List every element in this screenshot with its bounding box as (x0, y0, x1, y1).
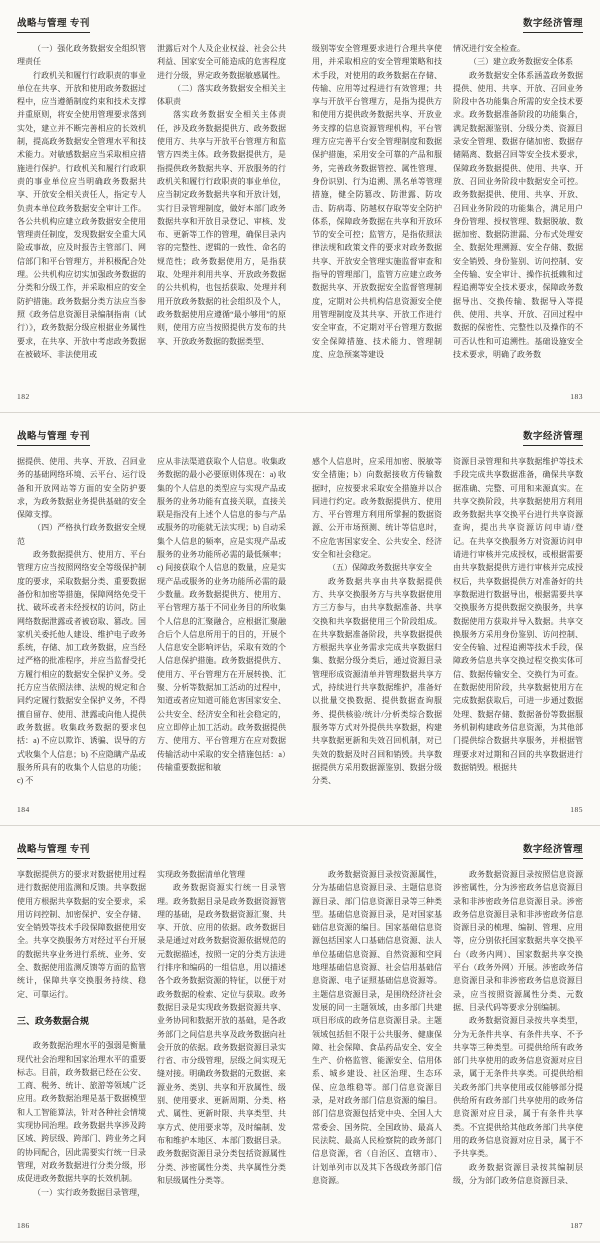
section-heading: 三、政务数据合规 (17, 1015, 90, 1026)
page-number: 182 (17, 392, 30, 401)
paragraph: 感个人信息时，应采用加密、脱敏等安全措施；b）向数据接收方传输数据时，应按要求采取安全措施并以合同进行约定。政务数据提供方、使用方、平台管理方利用所掌握的数据资源、公开市场预测、统计等信息时，不应危害国家安全、公共安全、经济安全和社会稳定。 (312, 457, 442, 560)
paragraph: （五）保障政务数据共享安全 (328, 563, 432, 573)
journal-spread-184-185 (0, 413, 600, 826)
paragraph: 资源目录管理和共享数据维护等技术手段完成共享数据准备，确保共享数据准确、完整、可用和来源真实。在共享交换阶段，共享数据使用方利用政务数据共享交换平台进行共享资源查询，提出共享资源访问申请/登记。在共享交换服务方对资源访问申请进行审核并完成授权，或根据需要由共享数据提供方进行审核并完成授权后，共享数据提供方对准备好的共享数据进行数据导出，根据需要共享交换服务方提供数据交换服务，共享数据使用方获取并导入数据。共享交换服务方采用身份鉴别、访问控制、安全传输、过程追溯等技术手段，保障政务信息共享交换过程交换实体可信、数据传输安全、交换行为可查。在数据使用阶段，共享数据使用方在完成数据获取后，可进一步通过数据处理、数据存储、数据备份等数据服务机制构建政务信息资源，为其他部门提供综合数据共享服务，并根据管理要求对过期和召回的共享数据进行数据销毁。根据共 (453, 457, 583, 772)
page-header (17, 16, 286, 31)
paragraph: 政务数据共享由共享数据提供方、共享交换服务方与共享数据使用方三方参与，由共享数据准备、共享交换和共享数据使用三个阶段组成。在共享数据准备阶段，共享数据提供方根据共享业务需求完成共享数据归集、数据分级分类后，通过资源目录管理形成资源清单并管理数据共享方式，持续进行共享数据维护，准备好以批量交换数据、提供数据查询服务、提供核验/统计/分析类综合数据服务等方式对外提供共享数据，构建共享数据更新和失效召回机制，对已失效的数据及时召回和销毁。共享数据提供方采用数据源鉴别、数据分级分类、 (312, 576, 442, 786)
text-column (312, 868, 442, 1216)
paragraph: 据提供、使用、共享、开放、召回业务的基础网络环境、云平台、运行设备和开放网站等方面的安全防护要求，为政务数据业务提供基础的安全保障支撑。 (17, 457, 146, 520)
paragraph: （二）落实政务数据安全相关主体职责 (157, 83, 286, 107)
paragraph: 政务数据资源目录按资源属性，分为基础信息资源目录、主题信息资源目录、部门信息资源目录等三种类型。基础信息资源目录，是对国家基础信息资源的编目。国家基础信息资源包括国家人口基础信息资源、法人单位基础信息资源、自然资源和空间地理基础信息资源、社会信用基础信息资源、电子证照基础信息资源等。主题信息资源目录，是围绕经济社会发展的同一主题领域，由多部门共建项目形成的政务信息资源目录。主题领域包括但不限于公共服务、健康保障、社会保障、食品药品安全、安全生产、价格监管、能源安全、信用体系、城乡建设、社区治理、生态环保、应急维稳等。部门信息资源目录，是对政务部门信息资源的编目。部门信息资源包括党中央、全国人大常委会、国务院、全国政协、最高人民法院、最高人民检察院的政务部门信息资源，省（自治区、直辖市）、计划单列市以及其下各级政务部门信息资源。 (312, 870, 442, 1185)
page-header (312, 429, 583, 444)
paragraph: 政务数据资源目录按照信息资源涉密属性，分为涉密政务信息资源目录和非涉密政务信息资源目录。涉密政务信息资源目录和非涉密政务信息资源目录的梳理、编制、管理、应用等，应分别依托国家数据共享交换平台（政务内网）、国家数据共享交换平台（政务外网）开展。涉密政务信息资源目录和非涉密政务信息资源目录，应当按照资源属性分类、元数据、目录代码等要求分别编制。 (453, 870, 583, 1012)
running-head-left: 战略与管理 专刊 (17, 844, 90, 859)
paragraph: 政务数据提供方、使用方、平台管理方应当按照网络安全等级保护制度的要求，采取数据分类、重要数据备份和加密等措施，保障网络免受干扰、破坏或者未经授权的访问，防止网络数据泄露或者被窃取、篡改。国家机关委托他人建设、维护电子政务系统，存储、加工政务数据，应当经过严格的批准程序，并应当监督受托方履行相应的数据安全保护义务。受托方应当依照法律、法规的规定和合同约定履行数据安全保护义务，不得擅自留存、使用、泄露或向他人提供政务数据。收集政务数据的要求包括：a) 不应以欺诈、诱骗、误导的方式收集个人信息；b) 不应隐瞒产品或服务所具有的收集个人信息的功能；c) 不 (17, 550, 146, 786)
paragraph: 政务数据资源实行统一目录管理。政务数据目录是政务数据资源管理的基础，是政务数据资源汇聚、共享、开放、应用的依据。政务数据目录是通过对政务数据资源依据规范的元数据描述，按照一定的分类方法进行排序和编码的一组信息，用以描述各个政务数据资源的特征，以便于对政务数据的检索、定位与获取。政务数据目录是实现政务数据资源共享、业务协同和数据开放的基础，是各政务部门之间信息共享及政务数据向社会开放的依据。政务数据资源目录实行省、市分级管理，层级之间实现无缝对接。明确政务数据的元数据、来源业务、类别、共享和开放属性、级别、使用要求、更新周期、分类、格式、属性、更新时限、共享类型、共享方式、使用要求等，及时编制、发布和维护本地区、本部门数据目录。政务数据资源目录分类包括资源属性分类、涉密属性分类、共享属性分类和层级属性分类等。 (157, 883, 286, 1185)
journal-spread-186-187 (0, 826, 600, 1241)
journal-spread-182-183 (0, 0, 600, 413)
paragraph: 落实政务数据安全相关主体责任，涉及政务数据提供方、政务数据使用方、共享与开放平台管理方和监管方四类主体。政务数据提供方，是指提供政务数据共享、开放服务的行政机关和履行行政职责的事业单位，应当制定政务数据共享和开放计划，实行目录管理制度，做好本部门政务数据共享和开放目录登记、审核、发布、更新等工作的管理，确保目录内容的完整性、逻辑的一致性、命名的规范性；政务数据使用方，是指获取、处理并利用共享、开放政务数据的公共机构，也包括获取、处理并利用开放政务数据的社会组织及个人，政务数据使用应遵循“最小够用”的原则，使用方应当按照提供方发布的共享、开放政务数据的数据类型、 (157, 110, 286, 346)
text-column (157, 868, 286, 1216)
paragraph: 实现政务数据清单化管理 (157, 870, 245, 879)
running-head-right: 数字经济管理 (523, 431, 583, 446)
page-number: 184 (17, 805, 30, 814)
text-column (17, 868, 146, 1216)
page-footer (312, 1216, 583, 1235)
text-columns (312, 868, 583, 1216)
paragraph: 享数据提供方的要求对数据使用过程进行数据使用监测和反馈。共享数据使用方根据共享数据的安全要求，采用访问控制、加密保护、安全存储、安全销毁等技术手段保障数据使用安全。共享交换服务方对经过平台开展的数据共享业务进行系统、业务、安全、数据使用监测反馈等方面的监管统计，保障共享交换服务持续、稳定、可靠运行。 (17, 870, 146, 999)
page-number: 187 (570, 1221, 583, 1230)
journal-page-183 (300, 0, 600, 412)
page-header (312, 842, 583, 857)
paragraph: 政务数据治理水平的强弱是衡量现代社会治理和国家治理水平的重要标志。目前，政务数据已经在公安、工商、税务、统计、旅游等领域广泛应用。政务数据治理是基于数据模型和人工智能算法，针对各种社会情境实现协同治理。政务数据共享涉及跨区域、跨层级、跨部门、跨业务之间的协同配合，因此需要实行统一目录管理，对政务数据进行分类分级，形成促进政务数据共享的长效机制。 (17, 1041, 146, 1184)
text-column (312, 42, 442, 387)
text-column (312, 455, 442, 800)
text-columns (17, 455, 286, 800)
journal-page-187 (300, 826, 600, 1241)
running-head-right: 数字经济管理 (523, 844, 583, 859)
running-head-left: 战略与管理 专刊 (17, 18, 90, 33)
page-footer (17, 800, 286, 819)
text-column (453, 868, 583, 1216)
paragraph: （四）严格执行政务数据安全规范 (17, 523, 146, 546)
paragraph: （一）强化政务数据安全组织管理责任 (17, 44, 146, 67)
text-column (157, 42, 286, 387)
text-columns (312, 42, 583, 387)
text-columns (312, 455, 583, 800)
journal-page-185 (300, 413, 600, 825)
text-column (17, 42, 146, 387)
text-columns (17, 42, 286, 387)
paragraph: 政务数据安全体系涵盖政务数据提供、使用、共享、开放、召回业务阶段中各功能集合所需的安全技术要求。政务数据准备阶段的功能集合，满足数据源鉴别、分级分类、资源目录安全管理、数据存储加密、数据存储隔离、数据召回等安全技术要求，保障政务数据提供、使用、共享、开放、召回业务阶段中数据安全可控。政务数据提供、使用、共享、开放、召回业务阶段的功能集合，满足用户身份管理、授权管理、数据脱敏、数据加密、数据防泄漏、分布式处理安全、数据处理溯源、安全存储、数据安全销毁、身份鉴别、访问控制、安全传输、安全审计、操作抗抵赖和过程追溯等安全技术要求，保障政务数据导出、交换传输、数据导入等提供、使用、共享、开放、召回过程中数据的保密性、完整性以及操作的不可否认性和可追溯性。基础设施安全技术要求，明确了政务数 (453, 70, 583, 359)
running-head-left: 战略与管理 专刊 (17, 431, 90, 446)
text-column (157, 455, 286, 800)
journal-page-182 (0, 0, 300, 412)
journal-page-184 (0, 413, 300, 825)
text-columns (17, 868, 286, 1216)
page-number: 186 (17, 1221, 30, 1230)
text-column (453, 455, 583, 800)
text-column (453, 42, 583, 387)
page-footer (312, 800, 583, 819)
page-number: 185 (570, 805, 583, 814)
page-footer (312, 387, 583, 406)
text-column (17, 455, 146, 800)
paragraph: 情况进行安全检查。 (453, 44, 525, 53)
journal-page-186 (0, 826, 300, 1241)
paragraph: 应从非法渠道获取个人信息。收集政务数据的最小必要原则体现在：a) 收集的个人信息的类型应与实现产品或服务的业务功能有直接关联，直接关联是指没有上述个人信息的参与产品或服务的功能就无法实现；b) 自动采集个人信息的频率，应是实现产品或服务的业务功能所必需的最低频率；c) 间接获取个人信息的数量，应是实现产品或服务的业务功能所必需的最少数量。政务数据提供方、使用方、平台管理方基于不同业务目的所收集个人信息的汇聚融合，应根据汇聚融合后个人信息所用于的目的，开展个人信息安全影响评估，采取有效的个人信息保护措施。政务数据提供方、使用方、平台管理方在开展转换、汇聚、分析等数据加工活动的过程中，知道或者应知道可能危害国家安全、公共安全、经济安全和社会稳定的，应立即停止加工活动。政务数据提供方、使用方、平台管理方在应对数据传输活动中采取的安全措施包括：a）传输重要数据和敏 (157, 457, 286, 772)
paragraph: 泄露后对个人及企业权益、社会公共利益、国家安全可能造成的危害程度进行分级，界定政务数据敏感属性。 (157, 44, 286, 80)
page-number: 183 (570, 392, 583, 401)
paragraph: 政务数据资源目录按共享类型，分为无条件共享、有条件共享、不予共享等三种类型。可提供给所有政务部门共享使用的政务信息资源对应目录，属于无条件共享类。可提供给相关政务部门共享使用或仅能够部分提供给所有政务部门共享使用的政务信息资源对应目录，属于有条件共享类。不宜提供给其他政务部门共享使用的政务信息资源对应目录，属于不予共享类。 (453, 1016, 583, 1159)
paragraph: 政务数据资源目录按其编制层级，分为部门政务信息资源目录、 (453, 1162, 583, 1185)
page-header (17, 842, 286, 857)
paragraph: （三）建立政务数据安全体系 (469, 57, 573, 67)
paragraph: （一）实行政务数据目录管理， (33, 1187, 145, 1197)
running-head-right: 数字经济管理 (523, 18, 583, 33)
page-footer (17, 1216, 286, 1235)
page-header (312, 16, 583, 31)
page-header (17, 429, 286, 444)
paragraph: 行政机关和履行行政职责的事业单位在共享、开放和使用政务数据过程中，应当遵循制度约束和技术支撑并重原则，将安全使用管理要求落到实处，建立并不断完善相应的长效机制，提高政务数据安全管理水平和技术能力。对敏感数据应当采取相应措施进行保护。行政机关和履行行政职责的事业单位应当明确政务数据共享、开放安全相关责任人，指定专人负责本单位政务数据安全审计工作。各公共机构应建立政务数据安全使用管理责任制度，发现数据安全重大风险或事故，应及时报告主管部门、网信部门和平台管理方，并积极配合处理。公共机构应切实加强政务数据的分类和分级工作，并采取相应的安全防护措施。政务数据分类方法应当参照《政务信息资源目录编制指南（试行）》，政务数据分级应根据业务属性要求，在共享、开放中考虑政务数据在被破坏、非法使用或 (17, 70, 146, 359)
paragraph: 级别等安全管理要求进行合理共享使用，并采取相应的安全管理策略和技术手段，对使用的政务数据在存储、传输、应用等过程进行有效管理；共享与开放平台管理方，是指为提供方和使用方提供政务数据共享、开放业务支撑的信息资源管理机构，平台管理方应完善平台安全管理制度和数据保护措施，采用安全可靠的产品和服务，完善政务数据管控、属性管理、身份识别、行为追溯、黑名单等管理措施，健全防篡改、防泄露、防攻击、防病毒、防越权存取等安全防护体系，保障政务数据在共享和开放环节的安全可控；监管方，是指依照法律法规和政策文件的要求对政务数据共享、开放安全管理实施监督审查和指导的管理部门，监管方应建立政务数据共享、开放数据安全监督管理制度，定期对公共机构信息资源安全使用管理制度及其共享、开放工作进行安全审查，不定期对平台管理方数据安全保障措施、技术能力、管理制度、应急预案等建设 (312, 44, 442, 359)
page-footer (17, 387, 286, 406)
